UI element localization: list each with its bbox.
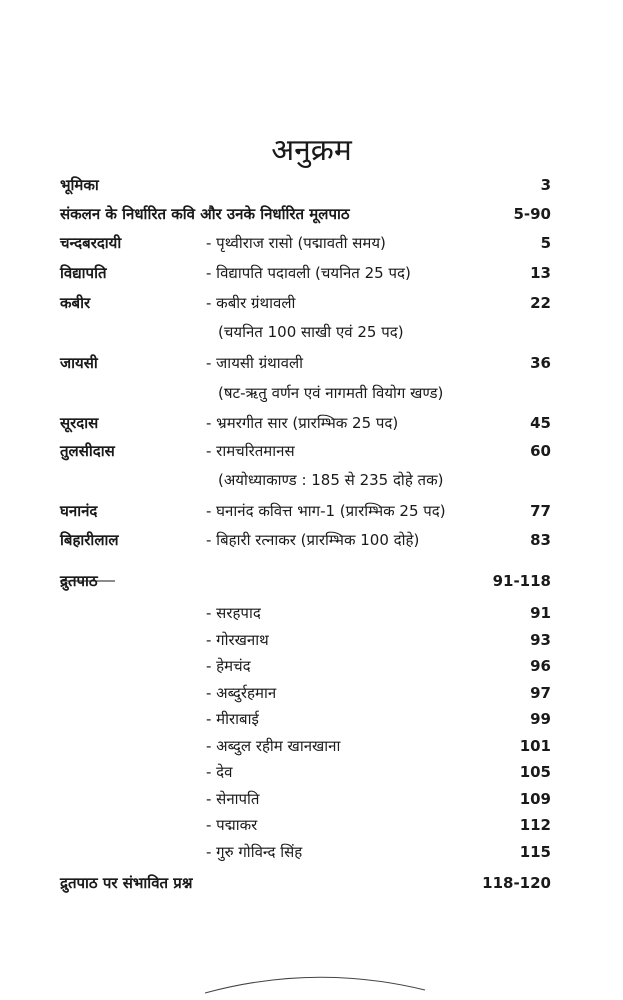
- poet-name: सूरदास: [60, 414, 99, 432]
- poet-work-detail: (चयनित 100 साखी एवं 25 पद): [218, 323, 404, 341]
- entry-page: 115: [519, 842, 551, 861]
- entry-page: 105: [519, 763, 551, 781]
- poet-work: - घनानंद कवित्त भाग-1 (प्रारम्भिक 25 पद): [206, 502, 446, 520]
- toc-entry-poet: [0, 438, 623, 464]
- poet-work-detail: (षट-ऋतु वर्णन एवं नागमती वियोग खण्ड): [218, 384, 444, 402]
- entry-page: 3: [540, 176, 551, 194]
- entry-page: 5: [540, 234, 551, 252]
- poet-work: - विद्यापति पदावली (चयनित 25 पद): [206, 264, 411, 282]
- toc-entry-poet: [0, 527, 623, 553]
- drutpath-poet-name: - हेमचंद: [206, 657, 251, 675]
- entry-label: संकलन के निर्धारित कवि और उनके निर्धारित मूलपाठ: [60, 205, 350, 223]
- drutpath-item: [0, 653, 623, 679]
- drutpath-item: [0, 839, 623, 865]
- entry-page: 77: [530, 502, 551, 520]
- drutpath-poet-name: - पद्माकर: [206, 816, 258, 834]
- poet-name: बिहारीलाल: [60, 531, 119, 549]
- poet-work: - पृथ्वीराज रासो (पद्मावती समय): [206, 234, 386, 252]
- drutpath-item: [0, 759, 623, 785]
- entry-label: द्रुतपाठ पर संभावित प्रश्न: [60, 874, 193, 892]
- drutpath-poet-name: - सेनापति: [206, 789, 260, 808]
- entry-page: 22: [530, 294, 551, 312]
- toc-entry-poet: [0, 410, 623, 436]
- drutpath-item: [0, 812, 623, 838]
- page-title: अनुक्रम: [271, 133, 352, 168]
- entry-page: 112: [519, 816, 551, 834]
- entry-page: 36: [530, 354, 551, 372]
- drutpath-poet-name: - अब्दुल रहीम खानखाना: [206, 736, 341, 755]
- toc-entry-sankalan: [0, 201, 623, 227]
- drutpath-item: [0, 706, 623, 732]
- drutpath-item: [0, 600, 623, 626]
- toc-entry-poet: [0, 350, 623, 376]
- entry-page: 45: [530, 414, 551, 432]
- entry-page: 83: [530, 531, 551, 549]
- entry-page: 13: [530, 264, 551, 282]
- toc-entry-continuation: [0, 319, 623, 345]
- entry-page: 96: [530, 657, 551, 675]
- section-label: द्रुतपाठ: [60, 572, 98, 590]
- drutpath-poet-name: - गोरखनाथ: [206, 630, 269, 649]
- poet-name: चन्दबरदायी: [60, 234, 122, 252]
- poet-work: - कबीर ग्रंथावली: [206, 294, 296, 312]
- entry-label: भूमिका: [60, 176, 99, 194]
- entry-page: 97: [530, 683, 551, 702]
- toc-entry-poet: [0, 290, 623, 316]
- toc-entry-poet: [0, 260, 623, 286]
- poet-name: विद्यापति: [60, 264, 107, 282]
- poet-work: - जायसी ग्रंथावली: [206, 354, 304, 372]
- drutpath-item: [0, 627, 623, 653]
- entry-page: 101: [519, 736, 551, 755]
- drutpath-poet-name: - गुरु गोविन्द सिंह: [206, 842, 303, 861]
- poet-work: - रामचरितमानस: [206, 442, 295, 460]
- toc-entry-poet: [0, 230, 623, 256]
- entry-page: 99: [530, 710, 551, 728]
- poet-work-detail: (अयोध्याकाण्ड : 185 से 235 दोहे तक): [218, 471, 444, 489]
- poet-name: तुलसीदास: [60, 442, 115, 460]
- drutpath-poet-name: - सरहपाद: [206, 604, 261, 622]
- section-underline: [60, 578, 120, 584]
- entry-page: 91: [530, 604, 551, 622]
- drutpath-poet-name: - मीराबाई: [206, 710, 259, 728]
- drutpath-item: [0, 786, 623, 812]
- poet-work: - भ्रमरगीत सार (प्रारम्भिक 25 पद): [206, 414, 399, 432]
- toc-entry-bhumika: [0, 172, 623, 198]
- entry-page: 109: [519, 789, 551, 808]
- drutpath-poet-name: - अब्दुर्रहमान: [206, 683, 277, 702]
- section-page: 91-118: [492, 572, 551, 590]
- toc-entry-final: [0, 870, 623, 896]
- toc-entry-poet: [0, 498, 623, 524]
- poet-work: - बिहारी रत्नाकर (प्रारम्भिक 100 दोहे): [206, 531, 420, 549]
- drutpath-poet-name: - देव: [206, 763, 233, 781]
- poet-name: जायसी: [60, 354, 98, 372]
- entry-page: 60: [530, 442, 551, 460]
- drutpath-item: [0, 733, 623, 759]
- poet-name: घनानंद: [60, 502, 98, 520]
- toc-entry-continuation: [0, 380, 623, 406]
- entry-page: 93: [530, 630, 551, 649]
- drutpath-item: [0, 680, 623, 706]
- toc-entry-continuation: [0, 467, 623, 493]
- poet-name: कबीर: [60, 294, 91, 312]
- decorative-curve: [200, 968, 430, 996]
- entry-page: 5-90: [513, 205, 551, 223]
- entry-page: 118-120: [482, 874, 551, 892]
